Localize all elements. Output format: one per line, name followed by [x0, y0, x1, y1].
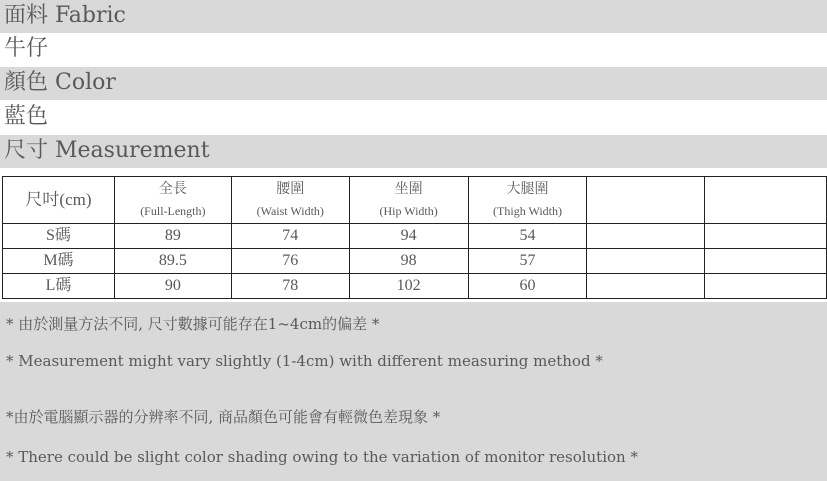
size-table — [2, 176, 827, 299]
header-en: (Hip Width) — [379, 204, 438, 218]
table-cell — [587, 224, 705, 249]
size-heading-bar — [0, 135, 827, 168]
fabric-value-bar — [0, 33, 827, 66]
header-zh: 大腿圍 — [506, 182, 549, 197]
color-heading: 顏色 Color — [4, 70, 116, 95]
table-row — [3, 224, 827, 249]
table-cell — [587, 274, 705, 299]
size-label: M碼 — [3, 249, 115, 274]
table-cell — [587, 249, 705, 274]
table-cell: 89.5 — [114, 249, 231, 274]
header-full-length — [114, 177, 231, 224]
table-row — [3, 274, 827, 299]
table-cell: 90 — [114, 274, 231, 299]
header-en: (Full-Length) — [140, 204, 206, 218]
header-empty-2 — [705, 177, 827, 224]
color-heading-bar — [0, 67, 827, 100]
measurement-note-en: * Measurement might vary slightly (1-4cm) with different measuring method * — [6, 352, 603, 370]
measurement-note-zh: * 由於測量方法不同, 尺寸數據可能存在1~4cm的偏差 * — [6, 315, 380, 333]
color-value: 藍色 — [4, 104, 49, 129]
header-zh: 坐圍 — [394, 182, 423, 197]
size-label: S碼 — [3, 224, 115, 249]
corner-label: 尺吋(cm) — [25, 189, 92, 209]
table-cell — [705, 274, 827, 299]
header-zh: 腰圍 — [276, 182, 305, 197]
color-note-zh: *由於電腦顯示器的分辨率不同, 商品顏色可能會有輕微色差現象 * — [6, 408, 441, 426]
size-table-corner — [3, 177, 115, 224]
table-cell: 76 — [231, 249, 349, 274]
table-cell: 98 — [349, 249, 468, 274]
table-cell: 78 — [231, 274, 349, 299]
table-cell — [705, 249, 827, 274]
size-label: L碼 — [3, 274, 115, 299]
table-cell: 74 — [231, 224, 349, 249]
size-heading: 尺寸 Measurement — [4, 138, 210, 163]
size-table-header-row — [3, 177, 827, 224]
size-table-section — [0, 168, 827, 302]
color-value-bar — [0, 101, 827, 134]
table-cell: 94 — [349, 224, 468, 249]
table-cell: 54 — [468, 224, 587, 249]
header-thigh-width — [468, 177, 587, 224]
header-hip-width — [349, 177, 468, 224]
notes-section — [0, 302, 827, 481]
table-cell: 102 — [349, 274, 468, 299]
table-row — [3, 249, 827, 274]
fabric-heading: 面料 Fabric — [4, 3, 126, 28]
header-zh: 全長 — [158, 182, 187, 197]
header-en: (Waist Width) — [256, 204, 324, 218]
color-note-en: * There could be slight color shading owing to the variation of monitor resolution * — [6, 448, 638, 466]
table-cell: 89 — [114, 224, 231, 249]
table-cell — [705, 224, 827, 249]
header-empty-1 — [587, 177, 705, 224]
fabric-heading-bar — [0, 0, 827, 33]
header-en: (Thigh Width) — [493, 204, 562, 218]
table-cell: 57 — [468, 249, 587, 274]
header-waist-width — [231, 177, 349, 224]
fabric-value: 牛仔 — [4, 36, 49, 61]
table-cell: 60 — [468, 274, 587, 299]
